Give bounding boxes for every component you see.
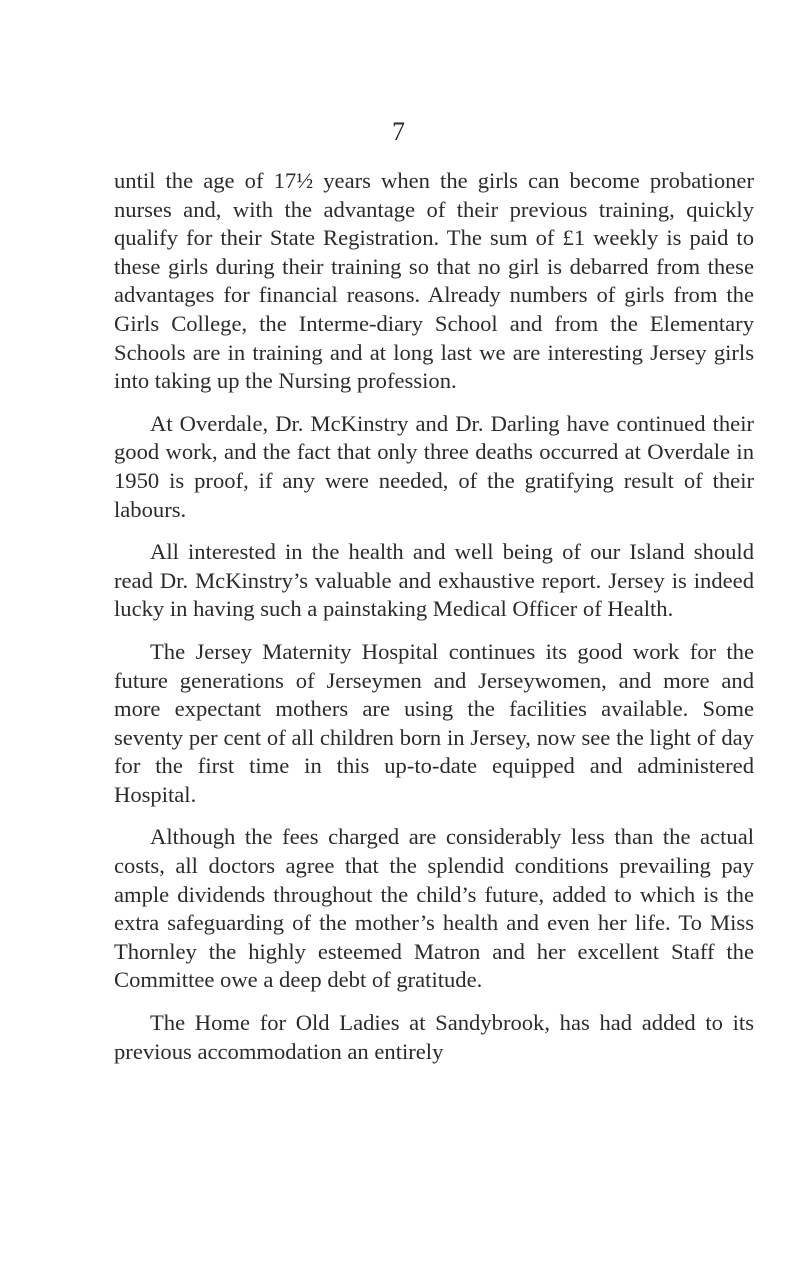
- paragraph-mckinstry-report: All interested in the health and well being of our Island should read Dr. McKinstry’s valuable and exhaustive report. Jersey is indeed lucky in having such a painstaking Medical Officer of Health.: [114, 539, 754, 622]
- page-number: 7: [392, 117, 405, 146]
- paragraph-sandybrook: The Home for Old Ladies at Sandybrook, has had added to its previous accommodation an entirely: [114, 1010, 754, 1064]
- paragraph-maternity-hospital: The Jersey Maternity Hospital continues its good work for the future generations of Jerseymen and Jerseywomen, and more and more expectant mothers are using the facilities available. Some seventy per cent of all children born in Jersey, now see the light of day for the first time in this up-to-date equipped and administered Hospital.: [114, 638, 754, 807]
- paragraph-nurses-training: until the age of 17½ years when the girls can become probationer nurses and, with the advantage of their previous training, quickly qualify for their State Registration. The sum of £1 weekly is paid to these girls during their training so that no girl is debarred from these advantages for financial reasons. Already numbers of girls from the Girls College, the Interme-diary School and from the Elementary Schools are in training and at long last we are interesting Jersey girls into taking up the Nursing profession.: [114, 168, 754, 394]
- body-text: [114, 167, 754, 1080]
- paragraph-fees: Although the fees charged are considerably less than the actual costs, all doctors agree that the splendid conditions prevailing pay ample dividends throughout the child’s future, added to which is the extra safeguarding of the mother’s health and even her life. To Miss Thornley the highly esteemed Matron and her excellent Staff the Committee owe a deep debt of gratitude.: [114, 824, 754, 993]
- paragraph-overdale: At Overdale, Dr. McKinstry and Dr. Darling have continued their good work, and the fact that only three deaths occurred at Overdale in 1950 is proof, if any were needed, of the gratifying result of their labours.: [114, 410, 754, 522]
